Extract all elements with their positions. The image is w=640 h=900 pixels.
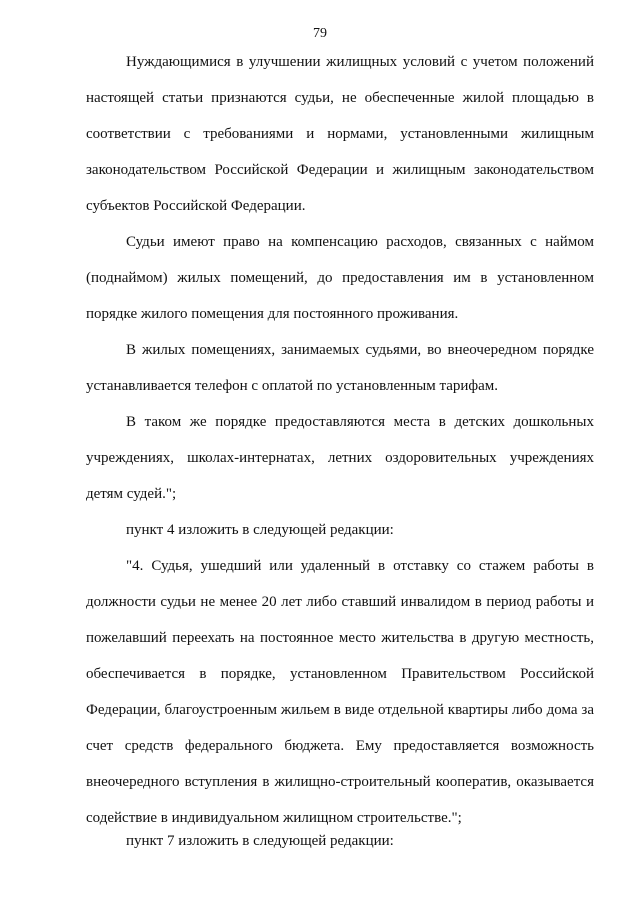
paragraph-6-block bbox=[86, 548, 594, 836]
paragraph-1-block bbox=[86, 44, 594, 224]
paragraph-7: пункт 7 изложить в следующей редакции: bbox=[126, 833, 394, 849]
paragraph-4: В таком же порядке предоставляются места в детских дошкольных учреждениях, школах-интернатах, летних оздоровительных учреждениях детям судей."; bbox=[86, 414, 594, 502]
paragraph-3-block bbox=[86, 332, 594, 404]
paragraph-3: В жилых помещениях, занимаемых судьями, во внеочередном порядке устанавливается телефон с оплатой по установленным тарифам. bbox=[86, 342, 594, 394]
paragraph-7-block bbox=[86, 823, 594, 859]
page-number: 79 bbox=[313, 26, 327, 41]
paragraph-4-block bbox=[86, 404, 594, 512]
paragraph-2: Судьи имеют право на компенсацию расходов, связанных с наймом (поднаймом) жилых помещений, до предоставления им в установленном порядке жилого помещения для постоянного проживания. bbox=[86, 234, 594, 322]
paragraph-5: пункт 4 изложить в следующей редакции: bbox=[126, 522, 394, 538]
paragraph-2-block bbox=[86, 224, 594, 332]
paragraph-5-block bbox=[86, 512, 594, 548]
paragraph-6: "4. Судья, ушедший или удаленный в отставку со стажем работы в должности судьи не менее 20 лет либо ставший инвалидом в период работы и пожелавший переехать на постоянное место жительства в другую местность, обеспечивается в порядке, установленном Правительством Российской Федерации, благоустроенным жильем в виде отдельной квартиры либо дома за счет средств федерального бюджета. Ему предоставляется возможность внеочередного вступления в жилищно-строительный кооператив, оказывается содействие в индивидуальном жилищном строительстве."; bbox=[86, 558, 594, 826]
paragraph-1: Нуждающимися в улучшении жилищных условий с учетом положений настоящей статьи признаются судьи, не обеспеченные жилой площадью в соответствии с требованиями и нормами, установленными жилищным законодательством Российской Федерации и жилищным законодательством субъектов Российской Федерации. bbox=[86, 54, 594, 214]
